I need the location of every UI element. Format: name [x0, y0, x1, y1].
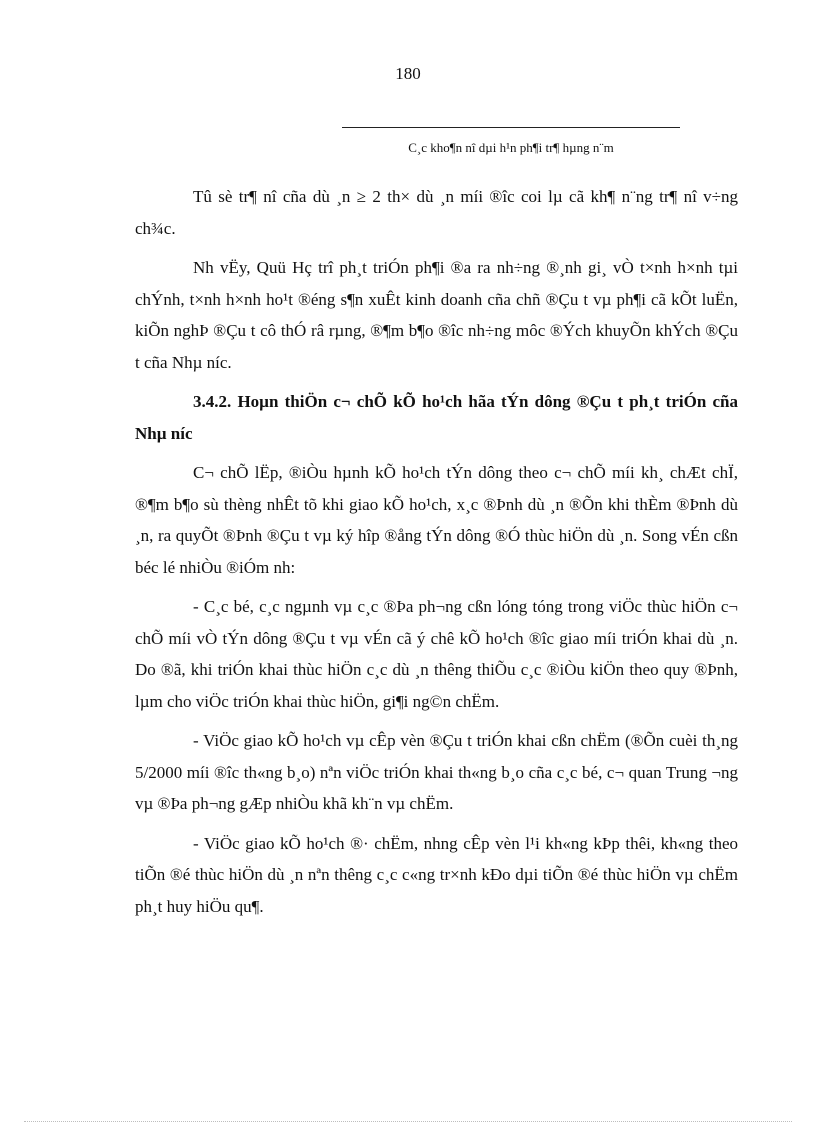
header-rule — [342, 127, 680, 128]
paragraph: C¬ chÕ lËp, ®iÒu hµnh kÕ ho¹ch tÝn dông theo c¬ chÕ míi kh¸ chÆt chÏ, ®¶m b¶o sù thèng nhÊt tõ khi giao kÕ ho¹ch, x¸c ®Þnh dù ¸n ®Õn khi thÈm ®Þnh dù ¸n, ra quyÕt ®Þnh ®Çu t vµ ký hîp ®ång tÝn dông ®Ó thùc hiÖn dù ¸n. Song vÉn cßn béc lé nhiÒu ®iÓm nh: — [135, 463, 738, 577]
paragraph: - C¸c bé, c¸c ngµnh vµ c¸c ®Þa ph¬ng cßn lóng tóng trong viÖc thùc hiÖn c¬ chÕ míi vÒ tÝn dông ®Çu t vµ vÉn cã ý chê kÕ ho¹ch ®îc giao míi triÓn khai dù ¸n. Do ®ã, khi triÓn khai thùc hiÖn c¸c dù ¸n thêng thiÕu c¸c ®iÒu kiÖn theo quy ®Þnh, lµm cho viÖc triÓn khai thùc hiÖn, gi¶i ng©n chËm. — [135, 597, 738, 711]
paragraph: Nh vËy, Quü Hç trî ph¸t triÓn ph¶i ®a ra nh÷ng ®¸nh gi¸ vÒ t×nh h×nh tµi chÝnh, t×nh h×nh ho¹t ®éng s¶n xuÊt kinh doanh cña chñ ®Çu t vµ ph¶i cã kÕt luËn, kiÕn nghÞ ®Çu t cô thÓ râ rµng, ®¶m b¶o ®îc nh÷ng môc ®Ých khuyÕn khÝch ®Çu t cña Nhµ níc. — [135, 258, 738, 372]
section-heading: 3.4.2. Hoµn thiÖn c¬ chÕ kÕ ho¹ch hãa tÝn dông ®Çu t ph¸t triÓn cña Nhµ níc — [135, 392, 738, 443]
page-bottom-divider — [24, 1121, 792, 1122]
paragraph: - ViÖc giao kÕ ho¹ch vµ cÊp vèn ®Çu t triÓn khai cßn chËm (®Õn cuèi th¸ng 5/2000 míi ®îc th«ng b¸o) nªn viÖc triÓn khai th«ng b¸o cña c¸c bé, c¬ quan Trung ¬ng vµ ®Þa ph¬ng gÆp nhiÒu khã kh¨n vµ chËm. — [135, 731, 738, 813]
running-header: C¸c kho¶n nî dµi h¹n ph¶i tr¶ hµng n¨m — [408, 140, 614, 155]
paragraph: Tû sè tr¶ nî cña dù ¸n ≥ 2 th× dù ¸n míi ®îc coi lµ cã kh¶ n¨ng tr¶ nî v÷ng ch¾c. — [135, 187, 738, 238]
page-number: 180 — [395, 64, 421, 83]
paragraph: - ViÖc giao kÕ ho¹ch ®· chËm, nhng cÊp vèn l¹i kh«ng kÞp thêi, kh«ng theo tiÕn ®é thùc hiÖn dù ¸n nªn thêng c¸c c«ng tr×nh kÐo dµi tiÕn ®é thùc hiÖn vµ chËm ph¸t huy hiÖu qu¶. — [135, 833, 738, 916]
body-text — [135, 181, 738, 930]
